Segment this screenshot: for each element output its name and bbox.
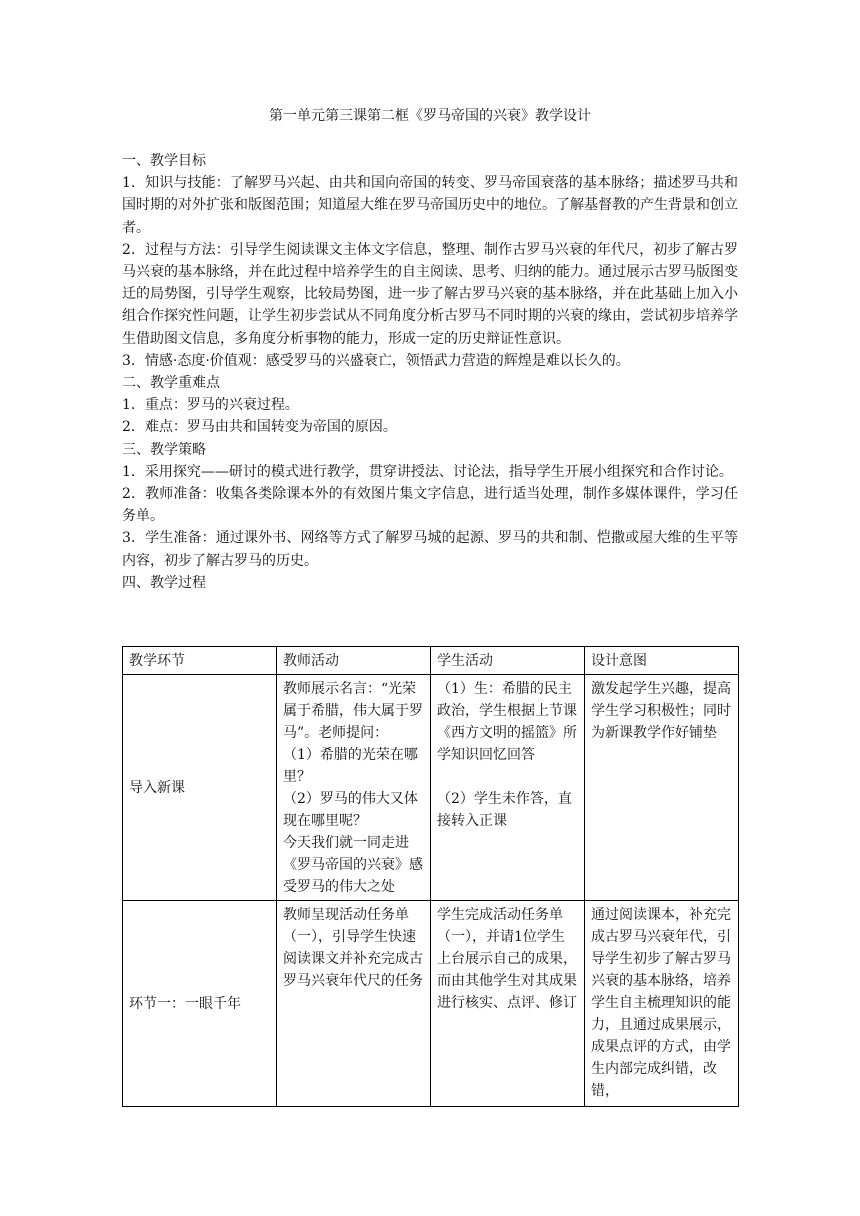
cell-spacer — [437, 766, 578, 788]
design-intent-cell — [585, 675, 739, 901]
cell-text: （2）学生未作答，直接转入正课 — [437, 791, 572, 829]
cell-text: 今天我们就一同走进《罗马帝国的兴衰》感受罗马的伟大之处 — [283, 835, 423, 895]
cell-text: 学生完成活动任务单（一），并请1位学生上台展示自己的成果，而由其他学生对其成果进行核实、点评、修订 — [437, 907, 577, 1011]
paragraph: 3．情感·态度·价值观：感受罗马的兴盛衰亡，领悟武力营造的辉煌是难以长久的。 — [122, 352, 630, 369]
cell-text: 通过阅读课本，补充完成古罗马兴衰年代，引导学生初步了解古罗马兴衰的基本脉络，培养学生自主梳理知识的能力，且通过成果展示，成果点评的方式，由学生内部完成纠错，改错， — [591, 907, 731, 1099]
paragraph: 3．学生准备：通过课外书、网络等方式了解罗马城的起源、罗马的共和制、恺撒或屋大维的生平等内容，初步了解古罗马的历史。 — [122, 530, 738, 569]
cell-text: （1）生：希腊的民主政治，学生根据上节课《西方文明的摇篮》所学知识回忆回答 — [437, 681, 577, 763]
table-header-row — [123, 647, 739, 675]
student-activity-cell — [431, 901, 585, 1107]
paragraph: 2．难点：罗马由共和国转变为帝国的原因。 — [122, 419, 397, 436]
section-heading: 三、教学策略 — [122, 441, 206, 458]
header-cell: 学生活动 — [431, 647, 585, 675]
header-cell: 设计意图 — [585, 647, 739, 675]
stage-cell: 导入新课 — [123, 675, 277, 901]
cell-text: 教师展示名言：“光荣属于希腊，伟大属于罗马”。老师提问： — [283, 681, 423, 741]
teaching-process-table — [122, 646, 739, 1107]
document-body — [122, 150, 738, 594]
design-intent-cell — [585, 901, 739, 1107]
section-heading: 一、教学目标 — [122, 153, 206, 169]
header-cell: 教师活动 — [277, 647, 431, 675]
section-heading: 二、教学重难点 — [122, 375, 220, 392]
cell-text: 教师呈现活动任务单（一），引导学生快速阅读课文并补充完成古罗马兴衰年代尺的任务 — [283, 907, 423, 989]
stage-cell: 环节一：一眼千年 — [123, 901, 277, 1107]
cell-text: 激发起学生兴趣，提高学生学习积极性；同时为新课教学作好铺垫 — [591, 681, 731, 741]
paragraph: 2．过程与方法：引导学生阅读课文主体文字信息，整理、制作古罗马兴衰的年代尺，初步了解古罗马兴衰的基本脉络，并在此过程中培养学生的自主阅读、思考、归纳的能力。通过展示古罗马版图变迁的局势图，引导学生观察，比较局势图，进一步了解古罗马兴衰的基本脉络，并在此基础上加入小组合作探究性问题，让学生初步尝试从不同角度分析古罗马不同时期的兴衰的缘由，尝试初步培养学生借助图文信息，多角度分析事物的能力，形成一定的历史辩证性意识。 — [122, 241, 738, 347]
document-title: 第一单元第三课第二框《罗马帝国的兴衰》教学设计 — [269, 108, 591, 124]
teacher-activity-cell — [277, 675, 431, 901]
paragraph: 2．教师准备：收集各类除课本外的有效图片集文字信息，进行适当处理，制作多媒体课件，学习任务单。 — [122, 486, 738, 525]
student-activity-cell — [431, 675, 585, 901]
paragraph: 1．知识与技能：了解罗马兴起、由共和国向帝国的转变、罗马帝国衰落的基本脉络；描述罗马共和国时期的对外扩张和版图范围；知道屋大维在罗马帝国历史中的地位。了解基督教的产生背景和创立者。 — [122, 175, 738, 236]
paragraph: 1．重点：罗马的兴衰过程。 — [122, 397, 299, 414]
paragraph: 1．采用探究——研讨的模式进行教学，贯穿讲授法、讨论法，指导学生开展小组探究和合作讨论。 — [122, 463, 733, 480]
section-heading: 四、教学过程 — [122, 574, 206, 591]
cell-text: （1）希腊的光荣在哪里？ — [283, 747, 418, 785]
table-row — [123, 675, 739, 901]
teacher-activity-cell — [277, 901, 431, 1107]
table-row — [123, 901, 739, 1107]
header-cell: 教学环节 — [123, 647, 277, 675]
cell-text: （2）罗马的伟大又体现在哪里呢？ — [283, 791, 418, 829]
